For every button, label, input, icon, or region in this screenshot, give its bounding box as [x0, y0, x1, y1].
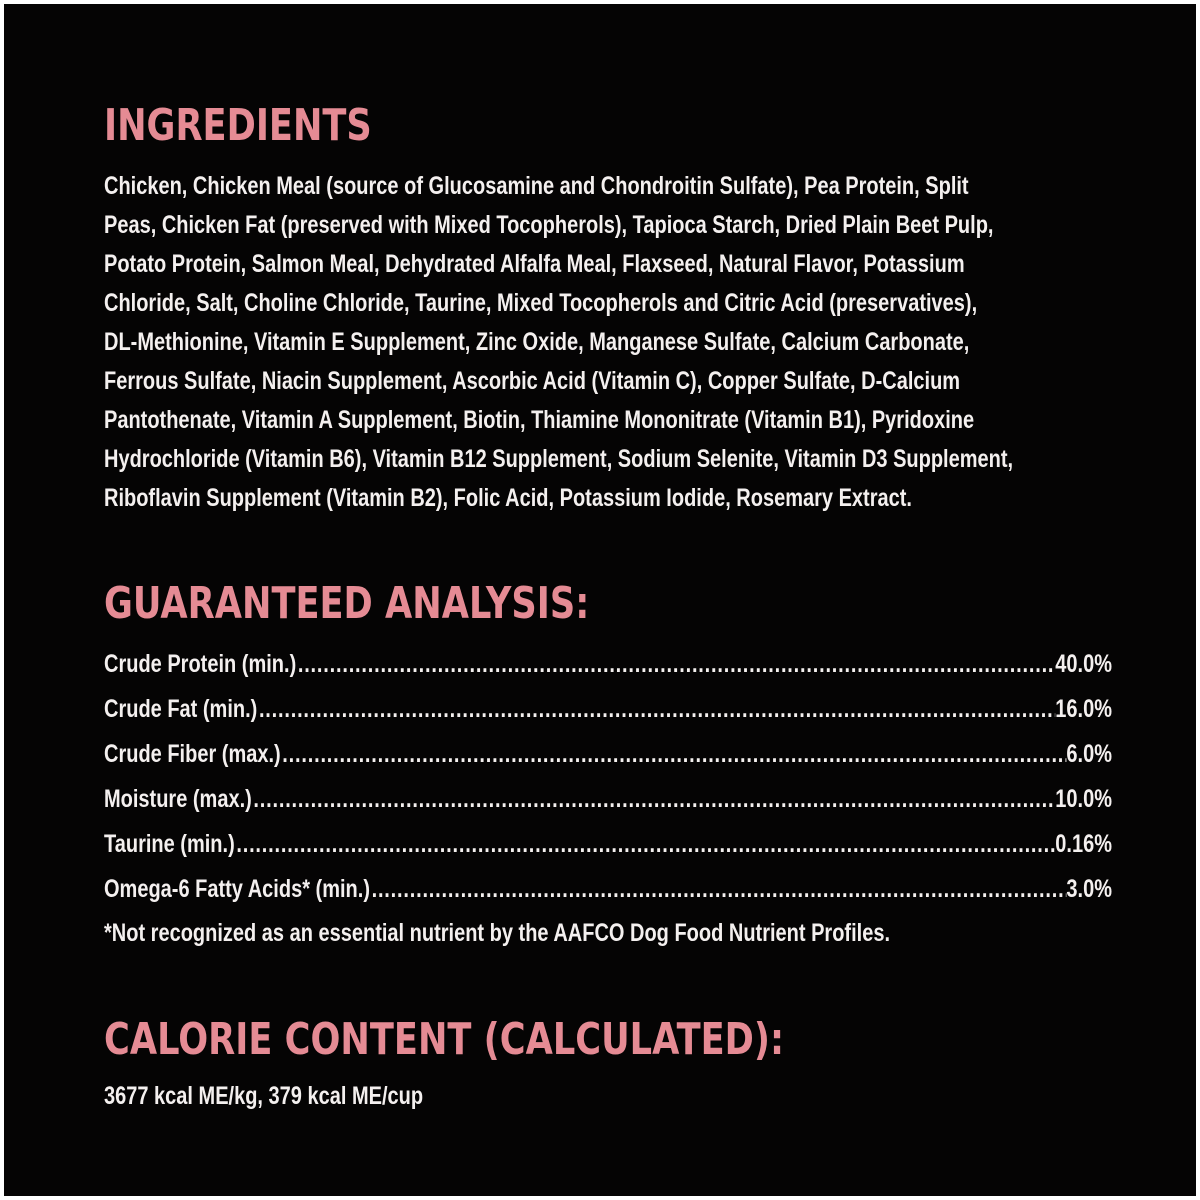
analysis-row-taurine [104, 822, 1112, 867]
analysis-value: 10.0% [1055, 785, 1112, 813]
ingredients-heading: INGREDIENTS [104, 100, 372, 151]
ingredients-line: Chicken, Chicken Meal (source of Glucosamine and Chondroitin Sulfate), Pea Protein, Split [104, 172, 969, 200]
ingredients-line: Chloride, Salt, Choline Chloride, Taurine, Mixed Tocopherols and Citric Acid (preservatives), [104, 289, 978, 317]
guaranteed-analysis-table [104, 642, 1112, 912]
analysis-value: 3.0% [1066, 875, 1112, 903]
analysis-name: Crude Protein (min.) [104, 650, 297, 678]
analysis-value: 6.0% [1066, 740, 1112, 768]
analysis-name: Crude Fat (min.) [104, 695, 258, 723]
dot-leader [252, 777, 1055, 822]
analysis-value: 0.16% [1055, 830, 1112, 858]
dot-leader [370, 867, 1066, 912]
ingredients-list [104, 167, 1112, 518]
analysis-value: 40.0% [1055, 650, 1112, 678]
analysis-name: Crude Fiber (max.) [104, 740, 281, 768]
aafco-footnote: *Not recognized as an essential nutrient by the AAFCO Dog Food Nutrient Profiles. [104, 919, 891, 947]
ingredients-line: Peas, Chicken Fat (preserved with Mixed Tocopherols), Tapioca Starch, Dried Plain Beet Pulp, [104, 211, 994, 239]
ingredients-line: Ferrous Sulfate, Niacin Supplement, Ascorbic Acid (Vitamin C), Copper Sulfate, D-Calcium [104, 367, 961, 395]
dot-leader [296, 642, 1055, 687]
calorie-content-value: 3677 kcal ME/kg, 379 kcal ME/cup [104, 1082, 424, 1110]
ingredients-line: Hydrochloride (Vitamin B6), Vitamin B12 Supplement, Sodium Selenite, Vitamin D3 Supplement, [104, 445, 1014, 473]
analysis-name: Taurine (min.) [104, 830, 235, 858]
analysis-row-crude-fiber [104, 732, 1112, 777]
analysis-name: Omega-6 Fatty Acids* (min.) [104, 875, 370, 903]
analysis-row-moisture [104, 777, 1112, 822]
dot-leader [235, 822, 1056, 867]
dot-leader [281, 732, 1067, 777]
analysis-row-crude-fat [104, 687, 1112, 732]
dot-leader [257, 687, 1055, 732]
ingredients-line: Riboflavin Supplement (Vitamin B2), Folic Acid, Potassium Iodide, Rosemary Extract. [104, 484, 912, 512]
analysis-row-crude-protein [104, 642, 1112, 687]
analysis-name: Moisture (max.) [104, 785, 252, 813]
analysis-row-omega-6 [104, 867, 1112, 912]
nutrition-panel [4, 4, 1196, 1196]
guaranteed-analysis-heading: GUARANTEED ANALYSIS: [104, 578, 590, 629]
ingredients-line: Potato Protein, Salmon Meal, Dehydrated Alfalfa Meal, Flaxseed, Natural Flavor, Potassium [104, 250, 965, 278]
ingredients-line: Pantothenate, Vitamin A Supplement, Biotin, Thiamine Mononitrate (Vitamin B1), Pyridoxine [104, 406, 975, 434]
calorie-content-heading: CALORIE CONTENT (CALCULATED): [104, 1014, 785, 1065]
ingredients-line: DL-Methionine, Vitamin E Supplement, Zinc Oxide, Manganese Sulfate, Calcium Carbonate, [104, 328, 970, 356]
analysis-value: 16.0% [1055, 695, 1112, 723]
